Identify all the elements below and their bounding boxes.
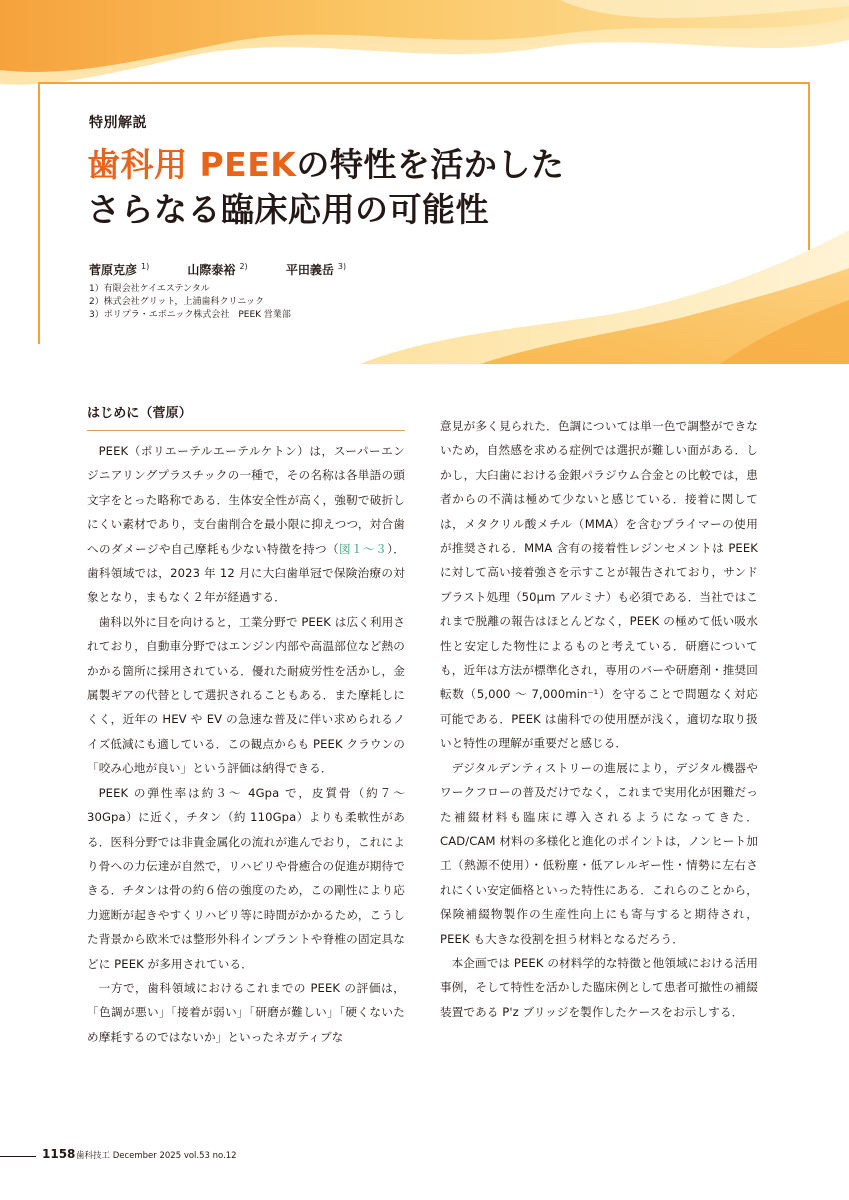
body-column-right	[440, 414, 758, 1024]
page-number: 1158	[42, 1147, 76, 1161]
title-line2: さらなる臨床応用の可能性	[87, 190, 489, 229]
article-category: 特別解説	[89, 115, 147, 131]
journal-name: 歯科技工 December 2025 vol.53 no.12	[76, 1151, 237, 1161]
article-title	[87, 142, 564, 232]
footer-rule	[0, 1156, 36, 1157]
body-column-left	[87, 405, 405, 1049]
page-footer	[0, 1147, 849, 1167]
section-heading: はじめに（菅原）	[87, 405, 405, 431]
header-frame-left	[38, 82, 40, 344]
header-frame-right	[808, 82, 810, 250]
header-frame-top	[38, 82, 810, 84]
title-line1-rest: の特性を活かした	[296, 145, 565, 184]
body-paragraph: 意見が多く見られた．色調については単一色で調整ができないため，自然感を求める症例では選択が難しい面がある．しかし，大臼歯における金銀パラジウム合金との比較では，患者からの不満は極めて少ないと感じている．接着に関しては，メタクリル酸メチル（MMA）を含むプライマーの使用が推奨される．MMA 含有の接着性レジンセメントは PEEK に対して高い接着強さを示すことが報告されており，サンドブラスト処理（50μm アルミナ）も必須である．当社ではこれまで脱離の報告はほとんどなく，PEEK の極めて低い吸水性と安定した物性によるものと考えている．研磨についても，近年は方法が標準化され，専用のバーや研磨剤・推奨回転数（5,000 ～ 7,000min⁻¹）を守ることで問題なく対応可能である．PEEK は歯科での使用歴が浅く，適切な取り扱いと特性の理解が重要だと感じる．	[440, 419, 758, 751]
author: 菅原克彦 $^{1)}$	[89, 262, 150, 277]
title-highlight: 歯科用 PEEK	[87, 145, 297, 184]
affiliation-list	[89, 283, 291, 322]
author: 平田義岳 $^{3)}$	[285, 262, 347, 277]
author-list	[89, 261, 380, 278]
figure-reference: 図１～３	[339, 541, 388, 556]
body-paragraph: 歯科以外に目を向けると，工業分野で PEEK は広く利用されており，自動車分野ではエンジン内部や高温部位など熱のかかる箇所に採用されている．優れた耐疲労性を活かし，金属製ギアの代替として選択されることもある．また摩耗しにくく，近年の HEV や EV の急速な普及に伴い求められるノイズ低減にも適している．この観点からも PEEK クラウンの「咬み心地が良い」という評価は納得できる．	[87, 614, 405, 776]
body-paragraph: デジタルデンティストリーの進展により，デジタル機器やワークフローの普及だけでなく，これまで実用化が困難だった補綴材料も臨床に導入されるようになってきた．CAD/CAM 材料の多様化と進化のポイントは，ノンヒート加工（熱源不使用）・低粉塵・低アレルギー性・情勢に左右されにくい安定価格といった特性にある．これらのことから，保険補綴物製作の生産性向上にも寄与すると期待され，PEEK も大きな役割を担う材料となるだろう．	[440, 760, 758, 946]
body-paragraph: 一方で，歯科領域におけるこれまでの PEEK の評価は，「色調が悪い」「接着が弱い」「研磨が難しい」「硬くないため摩耗するのではないか」といったネガティブな	[87, 980, 405, 1044]
body-paragraph: 本企画では PEEK の材料学的な特徴と他領域における活用事例，そして特性を活かした臨床例として患者可撤性の補綴装置である P'z ブリッジを製作したケースをお示しする．	[440, 955, 758, 1019]
affiliation-item: 2）株式会社グリット，上浦歯科クリニック	[89, 297, 265, 307]
affiliation-item: 3）ポリプラ・エボニック株式会社 PEEK 営業部	[89, 310, 291, 320]
body-paragraph: PEEK（ポリエーテルエーテルケトン）は，スーパーエンジニアリングプラスチックの一種で，その名称は各単語の頭文字をとった略称である．生体安全性が高く，強靭で破折しにくい素材であり，支台歯削合を最小限に抑えつつ，対合歯へのダメージや自己摩耗も少ない特徴を持つ（図１～３）．歯科領域では，2023 年 12 月に大臼歯単冠で保険治療の対象となり，まもなく２年が経過する．	[87, 444, 406, 605]
author: 山際泰裕 $^{2)}$	[187, 262, 248, 277]
affiliation-item: 1）有限会社ケイエステンタル	[89, 284, 210, 294]
body-paragraph: PEEK の弾性率は約３～ 4Gpa で，皮質骨（約７～30Gpa）に近く，チタン（約 110Gpa）よりも柔軟性がある．医科分野では非貴金属化の流れが進んでおり，これにより骨への力伝達が自然で，リハビリや骨癒合の促進が期待できる．チタンは骨の約６倍の強度のため，この剛性により応力遮断が起きやすくリハビリ等に時間がかかるため，こうした背景から欧米では整形外科インプラントや脊椎の固定具などに PEEK が多用されている．	[87, 785, 405, 971]
